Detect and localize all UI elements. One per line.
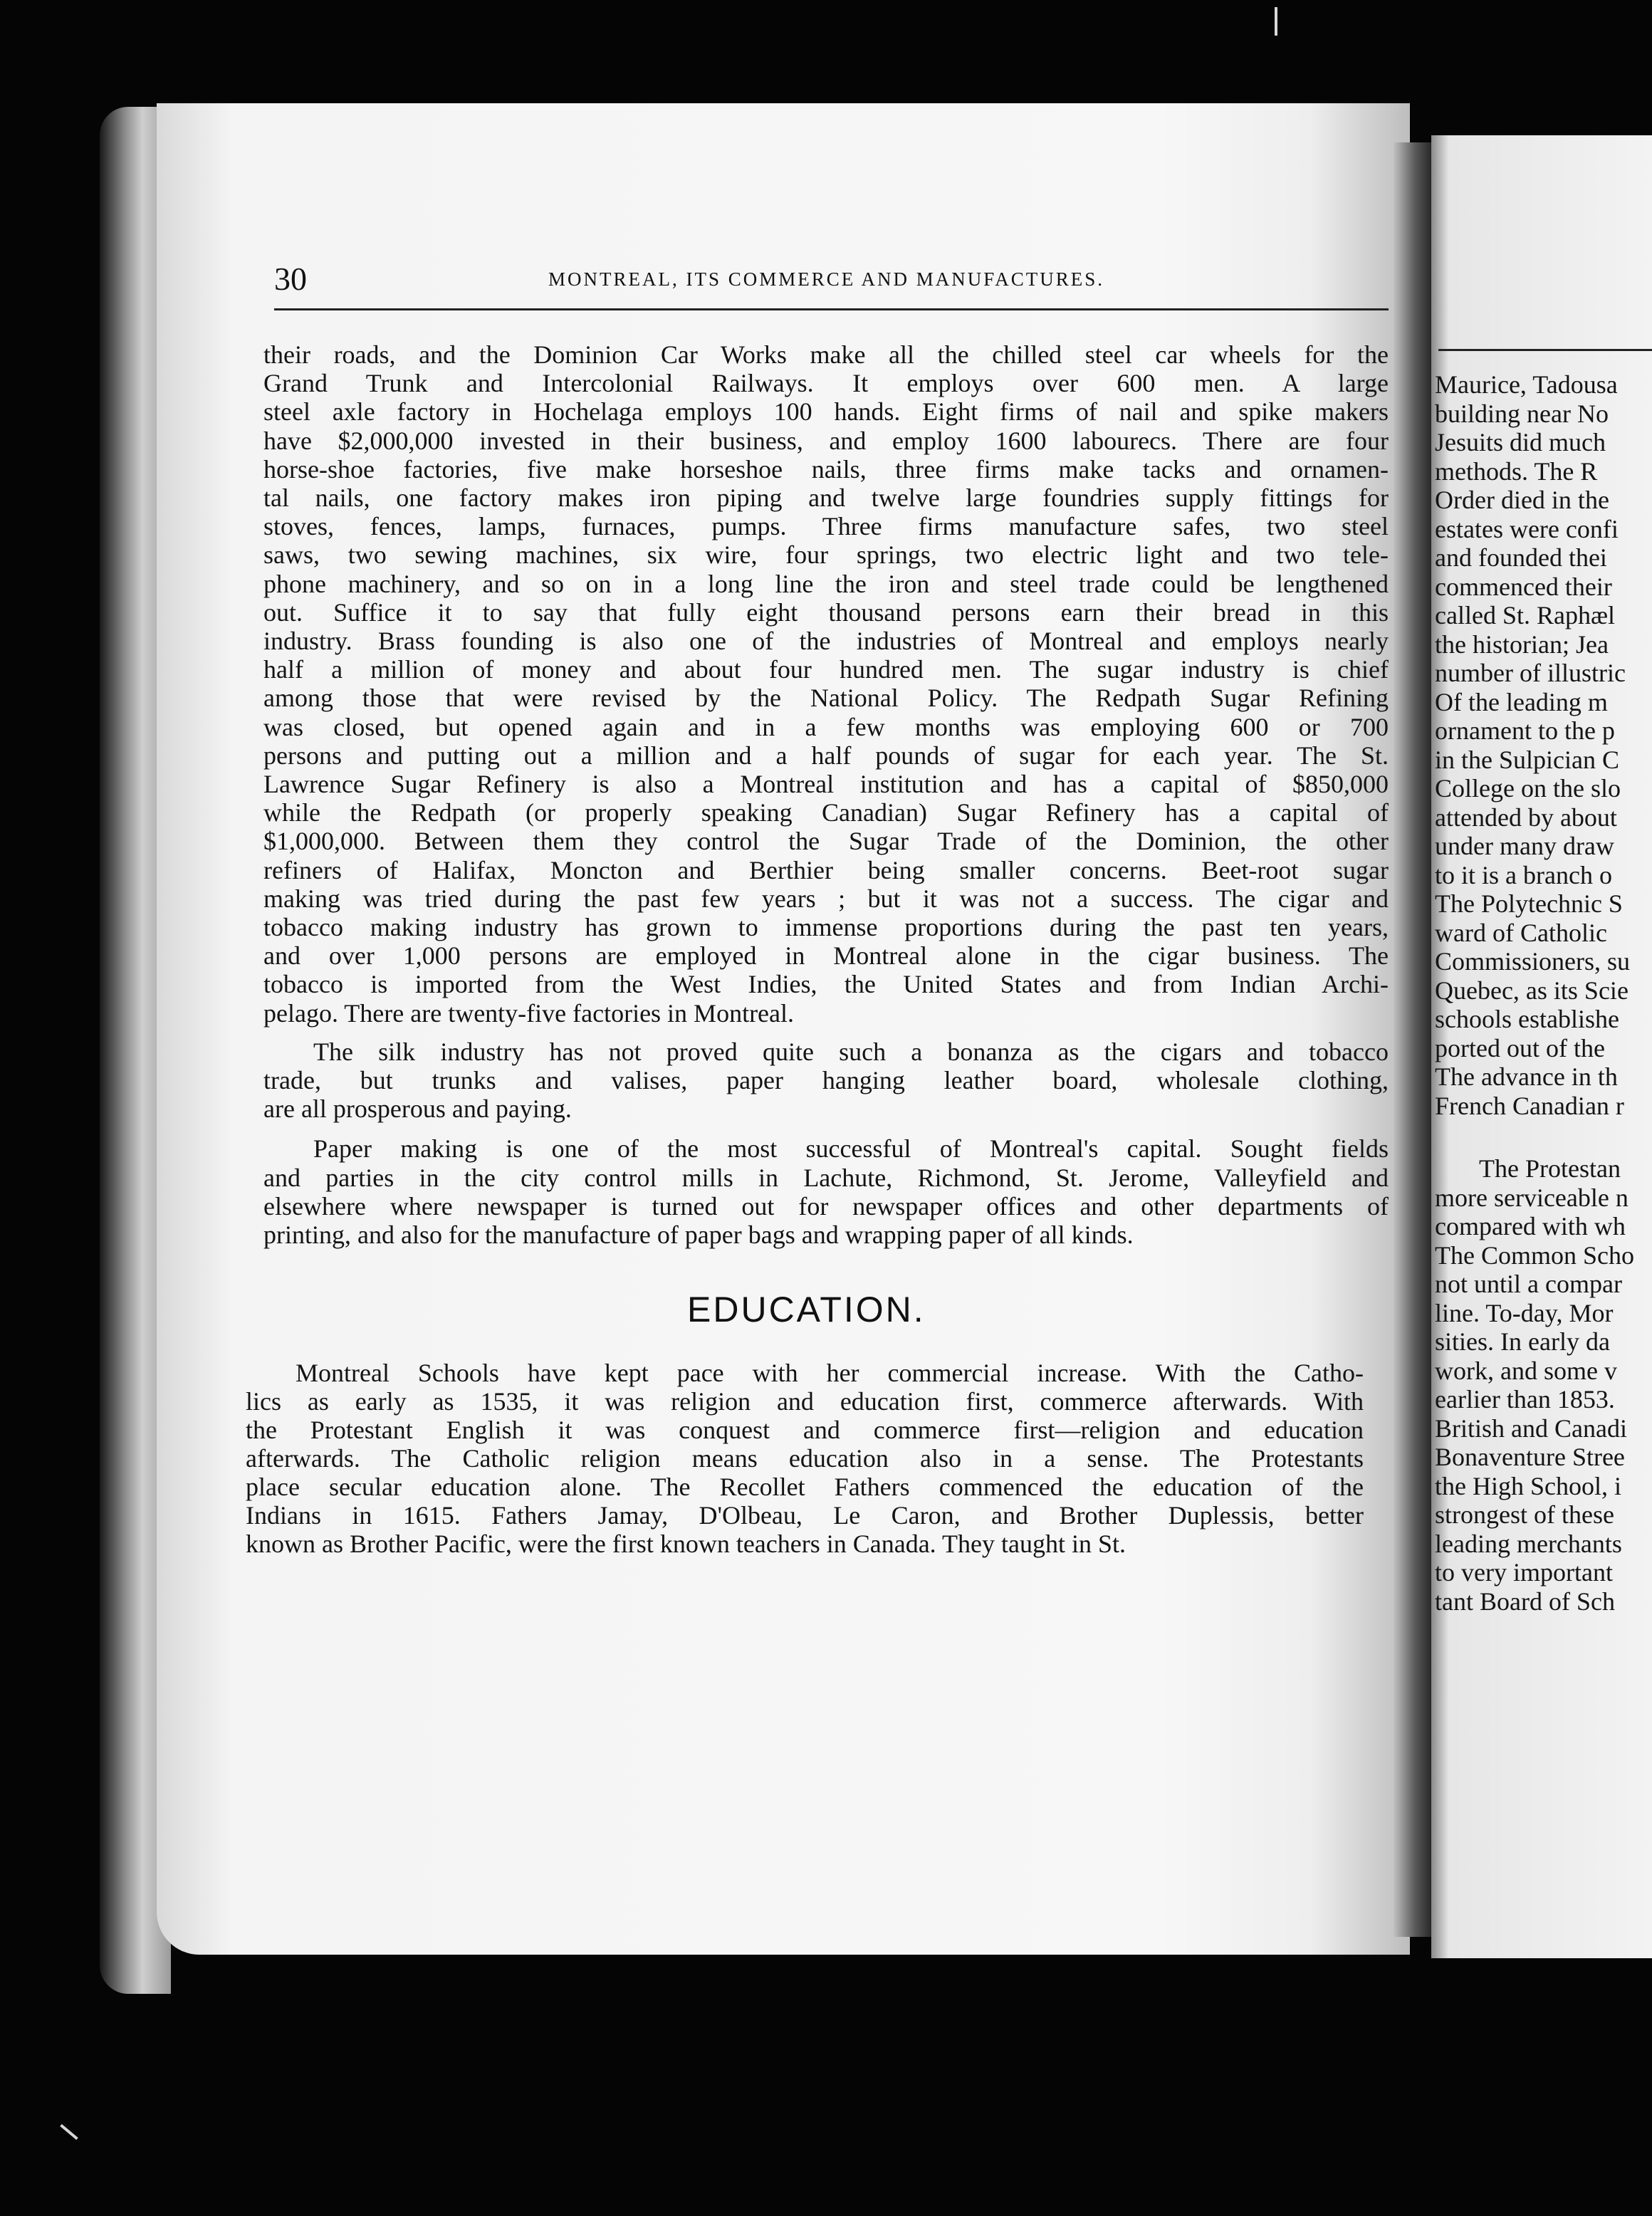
running-head: MONTREAL, ITS COMMERCE AND MANUFACTURES. xyxy=(548,268,1105,290)
scan-mark xyxy=(60,2124,78,2140)
text-line: tant Board of Sch xyxy=(1435,1587,1615,1616)
text-line: half a million of money and about four hundred men. The sugar industry is chief xyxy=(263,655,1389,684)
text-line: Indians in 1615. Fathers Jamay, D'Olbeau, Le Caron, and Brother Duplessis, better xyxy=(246,1501,1364,1530)
text-line: the High School, i xyxy=(1435,1471,1621,1500)
text-line: printing, and also for the manufacture of paper bags and wrapping paper of all kinds. xyxy=(263,1221,1134,1250)
text-line: have $2,000,000 invested in their business, and employ 1600 labourecs. There are four xyxy=(263,426,1389,455)
text-line: tobacco is imported from the West Indies, the United States and from Indian Archi- xyxy=(263,970,1389,999)
text-line: and founded thei xyxy=(1435,543,1607,572)
text-line: known as Brother Pacific, were the first known teachers in Canada. They taught in St. xyxy=(246,1530,1126,1558)
text-line: called St. Raphæl xyxy=(1435,601,1615,629)
text-line: and parties in the city control mills in Lachute, Richmond, St. Jerome, Valleyfield and xyxy=(263,1163,1389,1192)
text-line: trade, but trunks and valises, paper hanging leather board, wholesale clothing, xyxy=(263,1066,1389,1095)
text-line: in the Sulpician C xyxy=(1435,745,1619,774)
text-line: commenced their xyxy=(1435,572,1612,601)
text-line: afterwards. The Catholic religion means education also in a sense. The Protestants xyxy=(246,1444,1364,1473)
text-line: Paper making is one of the most successful of Montreal's capital. Sought fields xyxy=(313,1134,1389,1164)
right-header-rule xyxy=(1438,349,1652,351)
text-line: line. To-day, Mor xyxy=(1435,1298,1614,1327)
text-line: estates were confi xyxy=(1435,514,1619,543)
section-heading: EDUCATION. xyxy=(687,1290,926,1329)
text-line: Maurice, Tadousa xyxy=(1435,370,1618,399)
text-line: persons and putting out a million and a half pounds of sugar for each year. The St. xyxy=(263,741,1389,770)
text-line: lics as early as 1535, it was religion and education first, commerce afterwards. With xyxy=(246,1387,1364,1416)
right-column-text xyxy=(1435,370,1652,1616)
header-rule xyxy=(274,308,1389,310)
text-line: ported out of the xyxy=(1435,1033,1605,1062)
text-line: ward of Catholic xyxy=(1435,918,1607,947)
text-line: methods. The R xyxy=(1435,456,1598,486)
text-line: leading merchants xyxy=(1435,1529,1622,1558)
text-line: The advance in th xyxy=(1435,1062,1618,1091)
text-line: saws, two sewing machines, six wire, four springs, two electric light and two tele- xyxy=(263,540,1389,570)
text-line: The silk industry has not proved quite such a bonanza as the cigars and tobacco xyxy=(313,1037,1389,1066)
text-line: elsewhere where newspaper is turned out for newspaper offices and other departments of xyxy=(263,1191,1389,1221)
text-line: phone machinery, and so on in a long line the iron and steel trade could be lengthened xyxy=(263,569,1389,598)
text-line: stoves, fences, lamps, furnaces, pumps. Three firms manufacture safes, two steel xyxy=(263,512,1389,541)
text-line: sities. In early da xyxy=(1435,1327,1610,1356)
text-line: tobacco making industry has grown to immense proportions during the past ten years, xyxy=(263,913,1389,942)
text-line: ornament to the p xyxy=(1435,716,1615,745)
text-line: Montreal Schools have kept pace with her commercial increase. With the Catho- xyxy=(296,1359,1364,1387)
text-line: Bonaventure Stree xyxy=(1435,1443,1625,1471)
text-line: Lawrence Sugar Refinery is also a Montreal institution and has a capital of $850,000 xyxy=(263,770,1389,799)
text-line: attended by about xyxy=(1435,803,1617,832)
text-line: Quebec, as its Scie xyxy=(1435,976,1629,1005)
text-line: College on the slo xyxy=(1435,774,1621,803)
text-line: number of illustric xyxy=(1435,659,1626,687)
paragraph-industries xyxy=(263,340,1389,1028)
text-line: tal nails, one factory makes iron piping and twelve large foundries supply fittings for xyxy=(263,484,1389,513)
text-line: Jesuits did much xyxy=(1435,428,1606,456)
text-line: work, and some v xyxy=(1435,1356,1617,1385)
text-line: not until a compar xyxy=(1435,1270,1622,1298)
text-line: earlier than 1853. xyxy=(1435,1385,1615,1413)
text-line: schools establishe xyxy=(1435,1005,1619,1033)
text-line: among those that were revised by the National Policy. The Redpath Sugar Refining xyxy=(263,684,1389,713)
text-line: pelago. There are twenty-five factories in Montreal. xyxy=(263,998,795,1028)
text-line: building near No xyxy=(1435,399,1609,428)
text-line: more serviceable n xyxy=(1435,1183,1629,1212)
text-line: strongest of these xyxy=(1435,1500,1614,1529)
left-column-text xyxy=(263,340,1389,1249)
text-line: horse-shoe factories, five make horseshoe nails, three firms make tacks and ornamen- xyxy=(263,454,1389,484)
text-line: steel axle factory in Hochelaga employs 100 hands. Eight firms of nail and spike makers xyxy=(263,397,1389,427)
text-line: Order died in the xyxy=(1435,486,1609,514)
text-line: refiners of Halifax, Moncton and Berthier being smaller concerns. Beet-root sugar xyxy=(263,855,1389,884)
text-line: and over 1,000 persons are employed in Montreal alone in the cigar business. The xyxy=(263,941,1389,971)
text-line: out. Suffice it to say that fully eight thousand persons earn their bread in this xyxy=(263,597,1389,627)
text-line: the historian; Jea xyxy=(1435,629,1609,659)
text-line: are all prosperous and paying. xyxy=(263,1094,572,1124)
text-line: Grand Trunk and Intercolonial Railways. It employs over 600 men. A large xyxy=(263,369,1389,398)
text-line: French Canadian r xyxy=(1435,1091,1624,1120)
text-line: industry. Brass founding is also one of the industries of Montreal and employs nearly xyxy=(263,627,1389,656)
paragraph-silk xyxy=(263,1038,1389,1124)
text-line: The Polytechnic S xyxy=(1435,889,1623,918)
text-line: place secular education alone. The Recollet Fathers commenced the education of the xyxy=(246,1473,1364,1501)
page-number: 30 xyxy=(274,261,307,297)
text-line: The Common Scho xyxy=(1435,1240,1634,1270)
text-line: was closed, but opened again and in a few months was employing 600 or 700 xyxy=(263,712,1389,741)
paragraph-paper xyxy=(263,1134,1389,1249)
text-line: while the Redpath (or properly speaking Canadian) Sugar Refinery has a capital of xyxy=(263,798,1389,827)
text-line: under many draw xyxy=(1435,832,1614,860)
text-line: the Protestant English it was conquest and commerce first—religion and education xyxy=(246,1416,1364,1444)
scan-mark xyxy=(1275,7,1277,36)
text-line: to very important xyxy=(1435,1558,1613,1587)
paragraph-education xyxy=(246,1359,1364,1558)
education-text xyxy=(246,1359,1364,1558)
text-line: Commissioners, su xyxy=(1435,947,1631,976)
text-line: $1,000,000. Between them they control the Sugar Trade of the Dominion, the other xyxy=(263,827,1389,856)
text-line: making was tried during the past few years ; but it was not a success. The cigar and xyxy=(263,884,1389,913)
text-line: compared with wh xyxy=(1435,1212,1626,1240)
text-line: The Protestan xyxy=(1479,1154,1621,1183)
page-header xyxy=(274,260,1392,303)
text-line: their roads, and the Dominion Car Works make all the chilled steel car wheels for the xyxy=(263,340,1389,369)
text-line: British and Canadi xyxy=(1435,1413,1627,1443)
paragraph-gap xyxy=(1435,1120,1652,1154)
text-line: Of the leading m xyxy=(1435,687,1608,716)
text-line: to it is a branch o xyxy=(1435,860,1612,889)
